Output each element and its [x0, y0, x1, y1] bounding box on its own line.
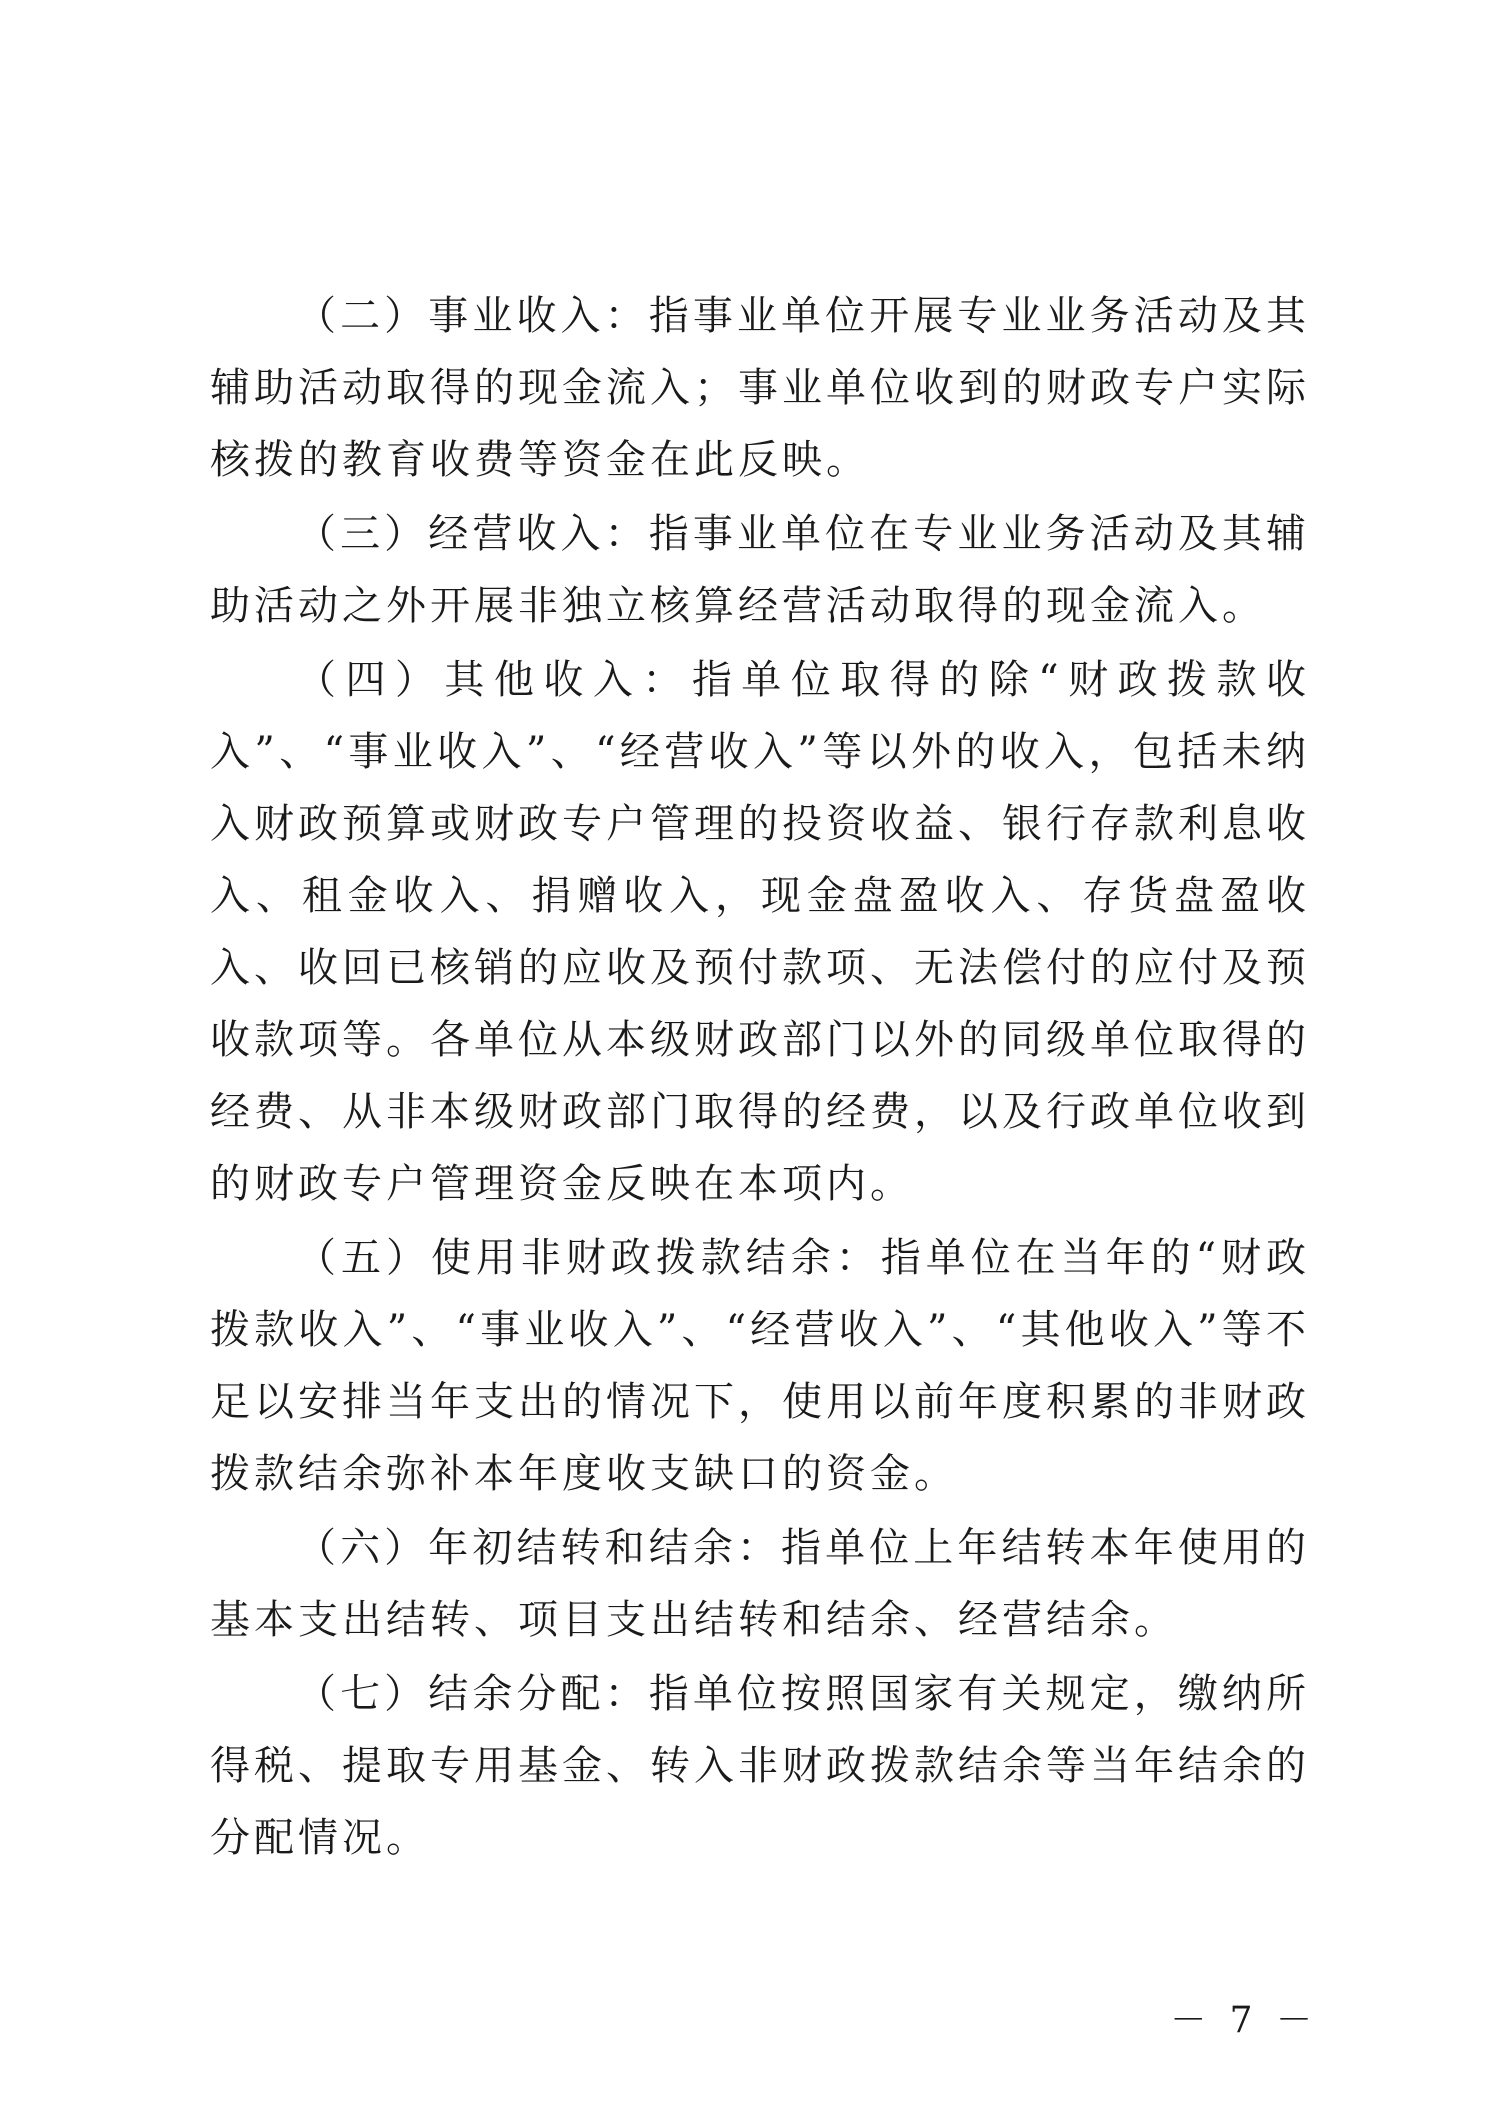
paragraph-text: 指事业单位开展专业业务活动及其辅助活动取得的现金流入；事业单位收到的财政专户实际核拨的教育收费等资金在此反映。 — [210, 293, 1311, 483]
page-number: － 7 － — [1170, 2000, 1318, 2041]
paragraph-other-income — [210, 644, 1310, 1220]
paragraph-label: （二）事业收入： — [296, 293, 649, 339]
paragraph-label: （三）经营收入： — [296, 511, 649, 557]
paragraph-label: （五）使用非财政拨款结余： — [296, 1235, 881, 1281]
paragraph-text: 指单位按照国家有关规定，缴纳所得税、提取专用基金、转入非财政拨款结余等当年结余的分配情况。 — [210, 1671, 1311, 1861]
paragraph-label: （四）其他收入： — [296, 657, 692, 703]
paragraph-operating-income — [210, 498, 1310, 642]
paragraph-text: 指事业单位在专业业务活动及其辅助活动之外开展非独立核算经营活动取得的现金流入。 — [210, 511, 1311, 629]
paragraph-label: （七）结余分配： — [296, 1671, 649, 1717]
paragraph-text: 指单位上年结转本年使用的基本支出结转、项目支出结转和结余、经营结余。 — [210, 1525, 1310, 1643]
paragraph-text: 指单位在当年的“财政拨款收入”、“事业收入”、“经营收入”、“其他收入”等不足以安排当年支出的情况下，使用以前年度积累的非财政拨款结余弥补本年度收支缺口的资金。 — [210, 1235, 1310, 1497]
paragraph-business-income — [210, 280, 1310, 496]
paragraph-opening-carryover — [210, 1512, 1310, 1656]
paragraph-text: 指单位取得的除“财政拨款收入”、“事业收入”、“经营收入”等以外的收入，包括未纳入财政预算或财政专户管理的投资收益、银行存款利息收入、租金收入、捐赠收入，现金盘盈收入、存货盘盈收入、收回已核销的应收及预付款项、无法偿付的应付及预收款项等。各单位从本级财政部门以外的同级单位取得的经费、从非本级财政部门取得的经费，以及行政单位收到的财政专户管理资金反映在本项内。 — [210, 657, 1311, 1207]
paragraph-surplus-distribution — [210, 1658, 1310, 1874]
paragraph-non-fiscal-balance — [210, 1222, 1310, 1510]
document-body — [210, 280, 1310, 1876]
paragraph-label: （六）年初结转和结余： — [296, 1525, 781, 1571]
